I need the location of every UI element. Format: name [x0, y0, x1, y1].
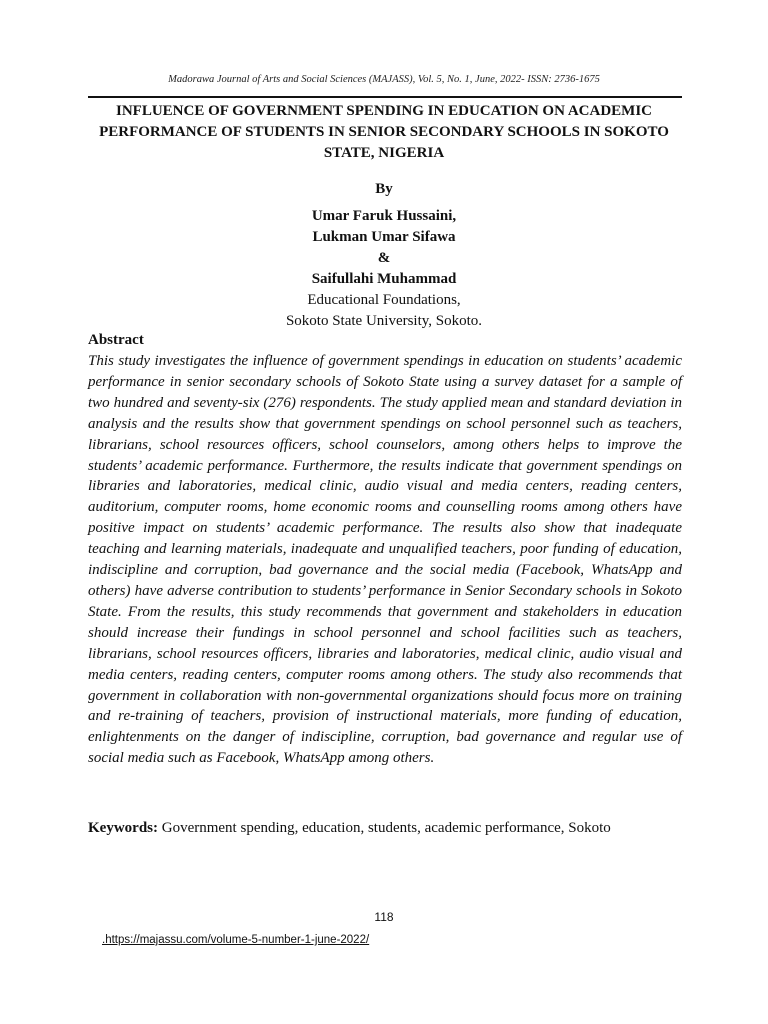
abstract-body: This study investigates the influence of government spendings in education on students’ academic performance in senior secondary schools of Sokoto State using a survey dataset for a sample of two hundred and seventy-six (276) respondents. The study applied mean and standard deviation in analysis and the results show that government spendings on school personnel such as teachers, librarians, school resources officers, school counselors, among others helps to improve the students’ academic performance. Furthermore, the results indicate that government spendings on libraries and laboratories, medical clinic, audio visual and media centers, reading centers, auditorium, computer rooms, home economic rooms and counselling rooms among others have positive impact on students’ academic performance. The results also show that inadequate teaching and learning materials, inadequate and unqualified teachers, poor funding of education, indiscipline and corruption, bad governance and the social media (Facebook, WhatsApp and others) have adverse contribution to students’ performance in Senior Secondary schools in Sokoto State. From the results, this study recommends that government and stakeholders in education should increase their fundings in school personnel and school facilities such as teachers, librarians, school resources officers, libraries and laboratories, medical clinic, audio visual and media centers, reading centers, computer rooms among others. The study also recommends that government in collaboration with non-governmental organizations should focus more on training and re-training of teachers, provision of instructional materials, more funding of education, enlightenments on the danger of indiscipline, corruption, bad governance and regular use of social media such as Facebook, WhatsApp among others. [88, 353, 682, 767]
header-rule [88, 96, 682, 98]
keywords-text: Government spending, education, students, academic performance, Sokoto [158, 820, 611, 836]
keywords-label: Keywords: [88, 820, 158, 836]
keywords-line [88, 820, 688, 837]
affiliation-university: Sokoto State University, Sokoto. [285, 313, 483, 329]
byline: By [375, 181, 393, 197]
affiliation-department: Educational Foundations, [307, 292, 461, 308]
author-separator: & [377, 250, 391, 266]
author-3: Saifullahi Muhammad [311, 271, 457, 287]
author-1: Umar Faruk Hussaini, [311, 208, 457, 224]
journal-header: Madorawa Journal of Arts and Social Sciences (MAJASS), Vol. 5, No. 1, June, 2022- ISSN: 2736-1675 [168, 74, 600, 85]
paper-title: INFLUENCE OF GOVERNMENT SPENDING IN EDUCATION ON ACADEMIC PERFORMANCE OF STUDENTS IN SENIOR SECONDARY SCHOOLS IN SOKOTO STATE, NIGERIA [99, 103, 669, 161]
author-2: Lukman Umar Sifawa [312, 229, 456, 245]
page-number: 118 [374, 910, 394, 924]
footer-url-link[interactable]: .https://majassu.com/volume-5-number-1-june-2022/ [102, 934, 370, 946]
abstract-heading: Abstract [88, 332, 144, 348]
